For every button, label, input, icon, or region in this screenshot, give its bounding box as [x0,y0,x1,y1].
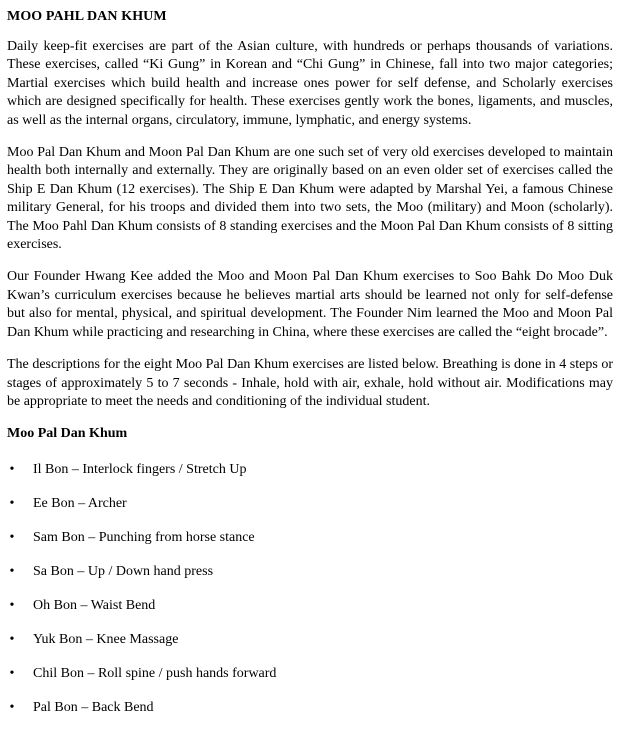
exercise-label: Chil Bon – Roll spine / push hands forward [33,666,277,682]
breathing-paragraph: The descriptions for the eight Moo Pal Dan Khum exercises are listed below. Breathing is done in 4 steps or stages of approximately 5 to 7 seconds - Inhale, hold with air, exhale, hold without air. Modifications may be appropriate to meet the needs and conditioning of the individual student. [7,357,613,409]
document-page [7,8,613,733]
bullet-icon: • [9,598,15,614]
list-item [7,631,613,648]
list-item [7,665,613,682]
list-item [7,529,613,546]
history-paragraph: Moo Pal Dan Khum and Moon Pal Dan Khum are one such set of very old exercises developed to maintain health both internally and externally. They are originally based on an even older set of exercises called the Ship E Dan Khum (12 exercises). The Ship E Dan Khum were adapted by Marshal Yei, a famous Chinese military General, for his troops and divided them into two sets, the Moo (military) and Moon (scholarly). The Moo Pahl Dan Khum consists of 8 standing exercises and the Moon Pal Dan Khum consists of 8 sitting exercises. [7,145,613,253]
list-item [7,699,613,716]
founder-paragraph: Our Founder Hwang Kee added the Moo and Moon Pal Dan Khum exercises to Soo Bahk Do Moo Duk Kwan’s curriculum exercises because he believes martial arts should be learned not only for self-defense but also for mental, physical, and spiritual development. The Founder Nim learned the Moo and Moon Pal Dan Khum while practicing and researching in China, where these exercises are called the “eight brocade”. [7,269,613,340]
list-item [7,461,613,478]
document-title: MOO PAHL DAN KHUM [7,9,167,24]
exercise-label: Ee Bon – Archer [33,496,127,512]
bullet-icon: • [9,632,15,648]
bullet-icon: • [9,462,15,478]
exercise-label: Sam Bon – Punching from horse stance [33,530,255,546]
exercise-label: Pal Bon – Back Bend [33,700,154,716]
bullet-icon: • [9,666,15,682]
list-item [7,495,613,512]
exercise-label: Yuk Bon – Knee Massage [33,632,179,648]
bullet-icon: • [9,496,15,512]
list-item [7,597,613,614]
bullet-icon: • [9,564,15,580]
section-title: Moo Pal Dan Khum [7,426,128,442]
bullet-icon: • [9,700,15,716]
exercise-label: Il Bon – Interlock fingers / Stretch Up [33,462,247,478]
exercise-label: Oh Bon – Waist Bend [33,598,156,614]
intro-paragraph: Daily keep-fit exercises are part of the Asian culture, with hundreds or perhaps thousands of variations. These exercises, called “Ki Gung” in Korean and “Chi Gung” in Chinese, fall into two major categories; Martial exercises which build health and increase ones power for self defense, and Scholarly exercises which are designed specifically for health. These exercises gently work the bones, ligaments, and muscles, as well as the internal organs, circulatory, immune, lymphatic, and energy systems. [7,39,613,128]
list-item [7,563,613,580]
exercise-label: Sa Bon – Up / Down hand press [33,564,214,580]
bullet-icon: • [9,530,15,546]
exercise-list [7,461,613,716]
